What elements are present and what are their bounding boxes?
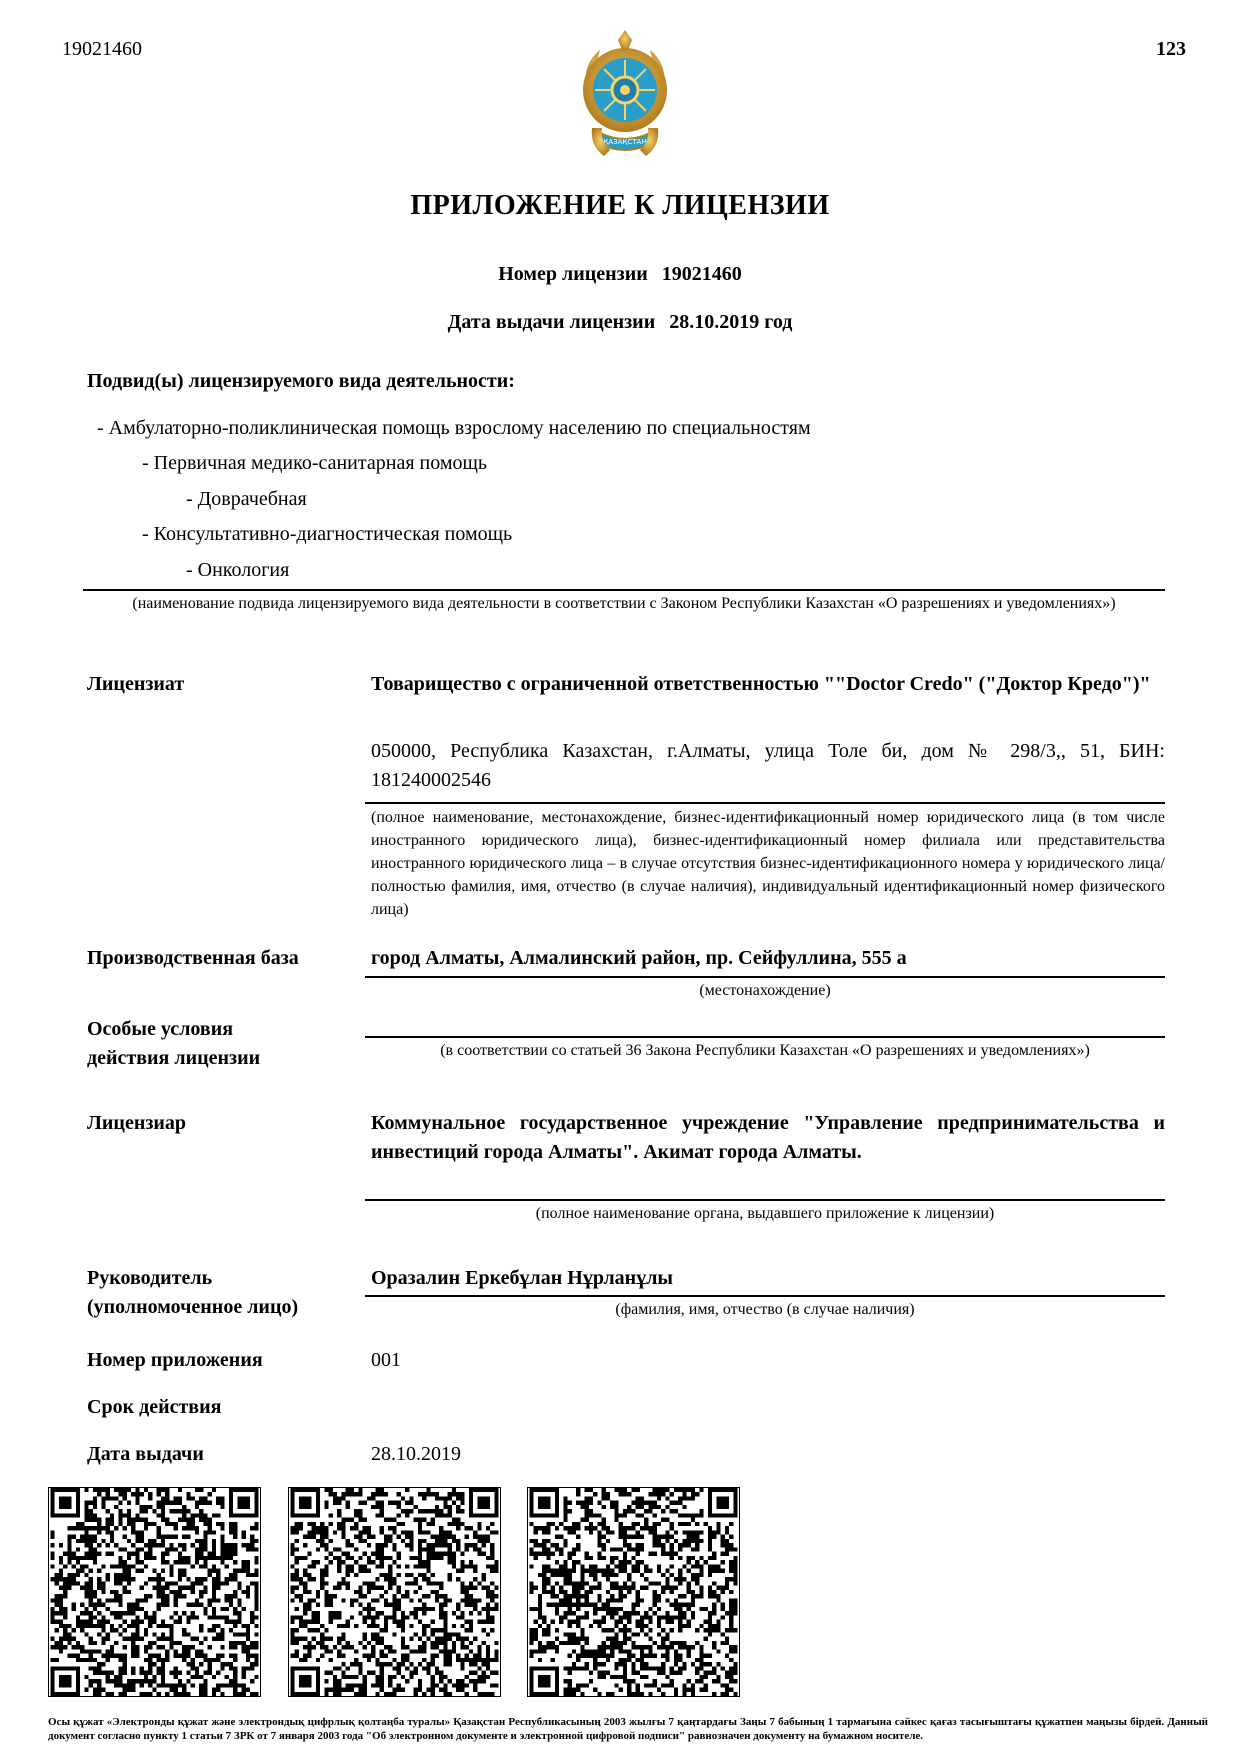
head-label-line1: Руководитель [87,1267,213,1289]
subtype-item: - Онкология [186,559,290,581]
subtypes-note: (наименование подвида лицензируемого вида деятельности в соответствии с Законом Республики Казахстан «О разрешениях и уведомлениях») [132,595,1116,612]
page-number: 123 [1156,38,1186,60]
licensor-value: Коммунальное государственное учреждение "Управление предпринимательства и инвестиций города Алматы". Акимат города Алматы. [371,1112,1165,1163]
divider [365,1036,1165,1038]
subtype-item: - Доврачебная [186,488,307,510]
validity-label: Срок действия [87,1396,222,1418]
divider [365,976,1165,978]
appendix-label: Номер приложения [87,1349,263,1371]
license-number-value: 19021460 [661,263,742,285]
head-label [87,1264,298,1322]
issue-date-value: 28.10.2019 [371,1443,461,1465]
license-date-line [0,311,1240,334]
subtype-item: - Первичная медико-санитарная помощь [142,452,488,474]
page-title: ПРИЛОЖЕНИЕ К ЛИЦЕНЗИИ [410,190,830,221]
production-base-note: (местонахождение) [699,982,831,999]
head-label-line2: (уполномоченное лицо) [87,1296,299,1318]
state-emblem-icon [570,28,680,164]
subtype-item: - Консультативно-диагностическая помощь [142,523,513,545]
head-value: Оразалин Еркебұлан Нұрланұлы [371,1267,674,1289]
special-conditions-label [87,1015,260,1073]
appendix-value: 001 [371,1349,401,1371]
divider [365,802,1165,804]
license-number-line [0,263,1240,286]
production-base-label: Производственная база [87,947,299,969]
qr-code [288,1487,501,1697]
head-note: (фамилия, имя, отчество (в случае наличия) [615,1301,915,1318]
special-conditions-label-line2: действия лицензии [87,1047,261,1069]
licensor-note: (полное наименование органа, выдавшего приложение к лицензии) [535,1205,995,1222]
license-date-value: 28.10.2019 год [669,311,793,333]
licensee-address: 050000, Республика Казахстан, г.Алматы, улица Толе би, дом № 298/3,, 51, БИН: 181240002546 [371,740,1165,791]
divider [83,589,1165,591]
divider [365,1295,1165,1297]
qr-code [48,1487,261,1697]
licensor-label: Лицензиар [87,1112,187,1134]
issue-date-label: Дата выдачи [87,1443,204,1465]
production-base-value: город Алматы, Алмалинский район, пр. Сейфуллина, 555 а [371,947,907,969]
footer-legal-note: Осы құжат «Электронды құжат және электрондық цифрлық қолтаңба туралы» Қазақстан Республикасының 2003 жылғы 7 қаңтардағы Заңы 7 бабының 1 тармағына сәйкес қағаз тасығыштағы құжатпен маңызы бірдей. Данный документ согласно пункту 1 статьи 7 ЗРК от 7 января 2003 года "Об электронном документе и электронной цифровой подписи" равнозначен документу на бумажном носителе. [48,1716,1208,1742]
subtype-item: - Амбулаторно-поликлиническая помощь взрослому населению по специальностям [97,417,811,439]
divider [365,1199,1165,1201]
license-date-label: Дата выдачи лицензии [447,311,656,333]
license-number-label: Номер лицензии [498,263,648,285]
qr-code [527,1487,740,1697]
licensee-note: (полное наименование, местонахождение, бизнес-идентификационный номер юридического лица (в том числе иностранного юридического лица), бизнес-идентификационный номер филиала или представительства иностранного юридического лица – в случае отсутствия бизнес-идентификационного номера у юридического лица/полностью фамилия, имя, отчество (в случае наличия), индивидуальный идентификационный номер физического лица) [371,809,1165,918]
licensee-label: Лицензиат [87,673,185,695]
document-number: 19021460 [62,38,142,60]
special-conditions-note: (в соответствии со статьей 36 Закона Республики Казахстан «О разрешениях и уведомлениях») [440,1042,1090,1059]
svg-text:ҚАЗАҚСТАН: ҚАЗАҚСТАН [603,138,647,146]
licensee-name: Товарищество с ограниченной ответственностью ""Doctor Credo" ("Доктор Кредо")" [371,673,1151,695]
special-conditions-label-line1: Особые условия [87,1018,234,1040]
subtypes-heading: Подвид(ы) лицензируемого вида деятельности: [87,370,515,392]
